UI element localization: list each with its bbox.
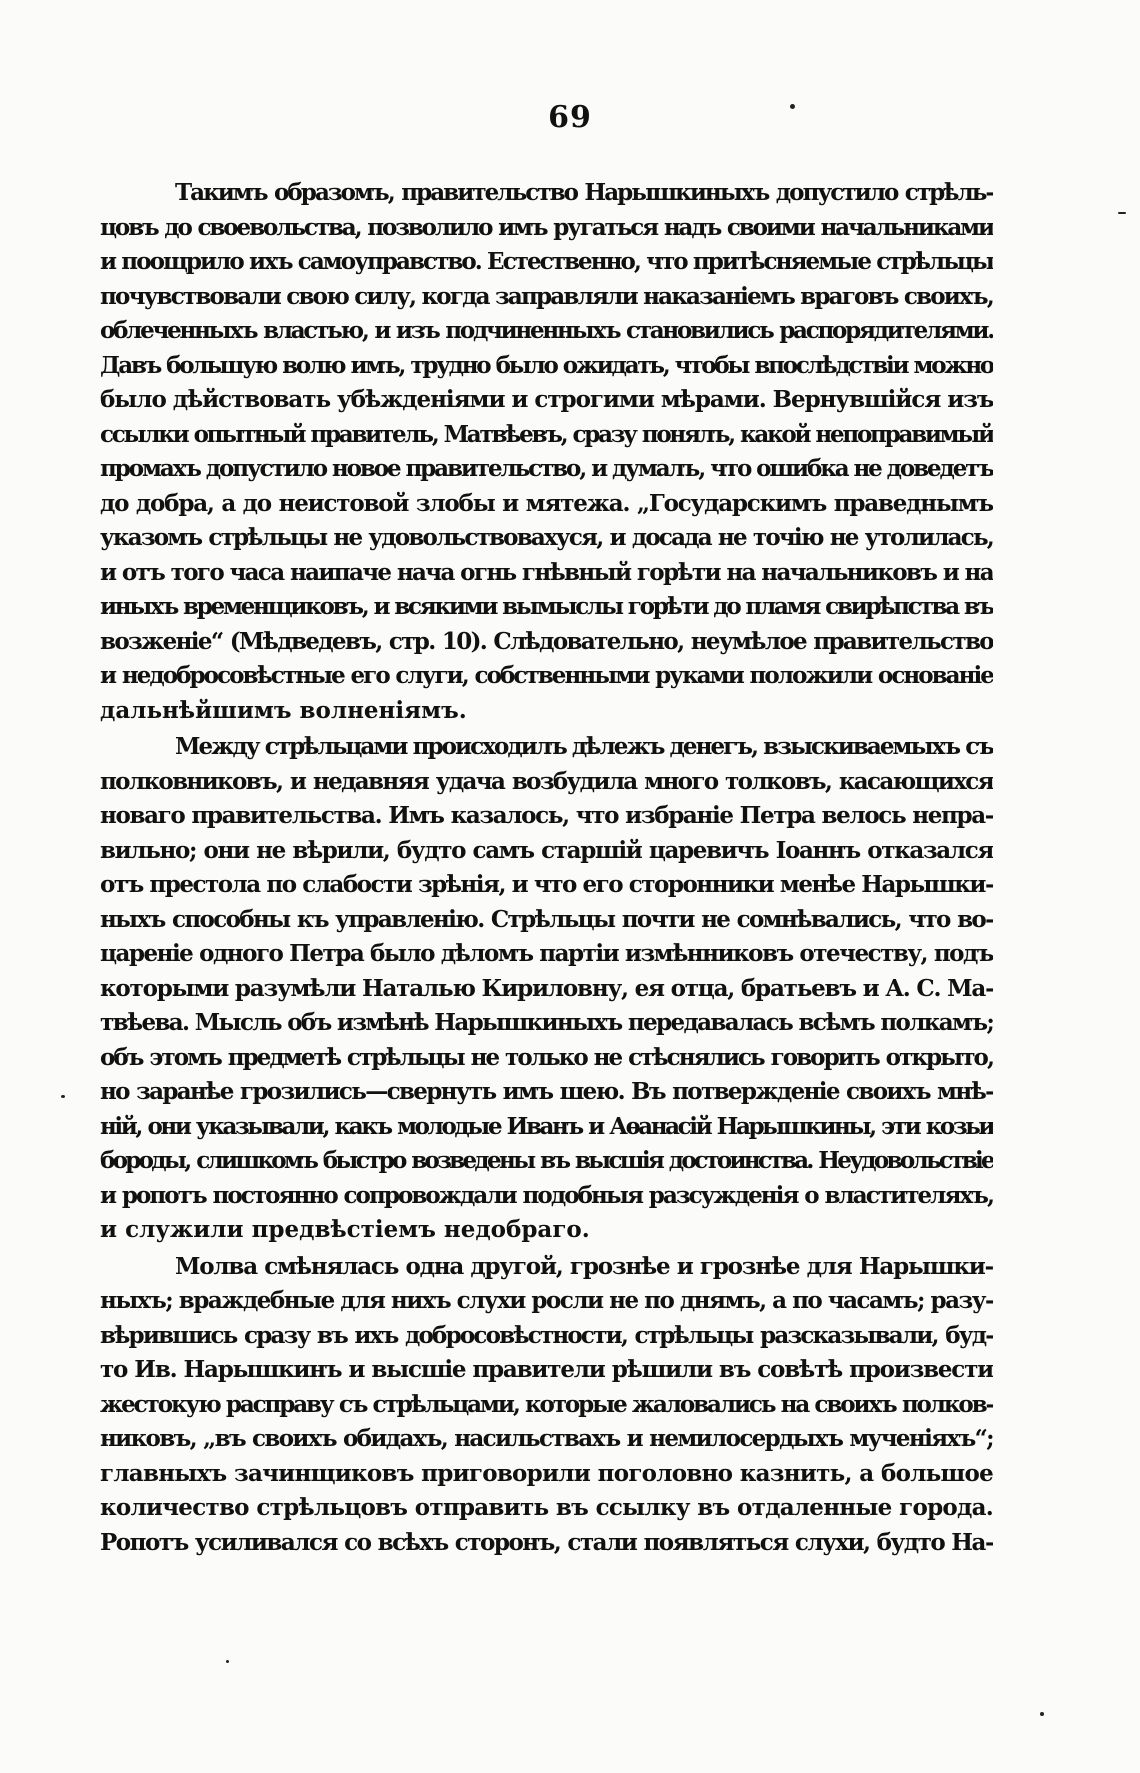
body-text xyxy=(100,176,993,1560)
page-number: 69 xyxy=(548,100,592,135)
text-line: Молва смѣнялась одна другой, грознѣе и грознѣе для Нарышки- xyxy=(175,1252,993,1280)
paragraph-1 xyxy=(100,176,993,728)
text-line: твѣева. Мысль объ измѣнѣ Нарышкиныхъ передавалась всѣмъ полкамъ; xyxy=(100,1009,993,1036)
text-line: полковниковъ, и недавняя удача возбудила много толковъ, касающихся xyxy=(100,767,993,795)
text-line: главныхъ зачинщиковъ приговорили поголовно казнить, а большое xyxy=(100,1459,993,1487)
text-line: и служили предвѣстіемъ недобраго. xyxy=(100,1216,590,1243)
text-line: цареніе одного Петра было дѣломъ партіи измѣнниковъ отечеству, подъ xyxy=(100,940,993,967)
ink-speck xyxy=(1118,212,1126,214)
text-line: ссылки опытный правитель, Матвѣевъ, сразу понялъ, какой непоправимый xyxy=(100,420,993,448)
text-line: ныхъ способны къ управленію. Стрѣльцы почти не сомнѣвались, что во- xyxy=(100,905,993,933)
text-line: вѣрившись сразу въ ихъ добросовѣстности, стрѣльцы разсказывали, буд- xyxy=(100,1321,993,1349)
paragraph-2 xyxy=(100,730,993,1248)
text-line: Между стрѣльцами происходилъ дѣлежъ денегъ, взыскиваемыхъ съ xyxy=(175,733,993,760)
text-line: до добра, а до неистовой злобы и мятежа. „Государскимъ праведнымъ xyxy=(100,489,993,517)
text-line: жестокую расправу съ стрѣльцами, которые жаловались на своихъ полков- xyxy=(100,1390,993,1418)
text-line: и поощрило ихъ самоуправство. Естественно, что притѣсняемые стрѣльцы xyxy=(100,248,993,275)
text-line: ній, они указывали, какъ молодые Иванъ и Аѳанасій Нарышкины, эти козьи xyxy=(100,1112,993,1140)
text-line: то Ив. Нарышкинъ и высшіе правители рѣшили въ совѣтѣ произвести xyxy=(100,1356,993,1383)
text-line: цовъ до своевольства, позволило имъ ругаться надъ своими начальниками xyxy=(100,213,993,241)
ink-speck xyxy=(226,1660,229,1663)
text-line: отъ престола по слабости зрѣнія, и что его сторонники менѣе Нарышки- xyxy=(100,871,993,898)
ink-speck xyxy=(61,1095,65,1098)
text-line: и отъ того часа наипаче нача огнь гнѣвный горѣти на начальниковъ и на xyxy=(100,558,993,586)
text-line: и ропотъ постоянно сопровождали подобныя разсужденія о властителяхъ, xyxy=(100,1181,993,1209)
text-line: дальнѣйшимъ волненіямъ. xyxy=(100,696,467,724)
text-line: вильно; они не вѣрили, будто самъ старшій царевичъ Іоаннъ отказался xyxy=(100,836,993,864)
text-line: возженіе“ (Мѣдведевъ, стр. 10). Слѣдовательно, неумѣлое правительство xyxy=(100,627,993,655)
text-line: указомъ стрѣльцы не удовольствовахуся, и досада не точію не утолилась, xyxy=(100,524,993,551)
ink-speck xyxy=(1040,1712,1044,1716)
text-line: и недобросовѣстные его слуги, собственными руками положили основаніе xyxy=(100,662,993,689)
text-line: объ этомъ предметѣ стрѣльцы не только не стѣснялись говорить открыто, xyxy=(100,1043,993,1071)
text-line: которыми разумѣли Наталью Кириловну, ея отца, братьевъ и А. С. Ма- xyxy=(100,974,993,1002)
text-line: было дѣйствовать убѣжденіями и строгими мѣрами. Вернувшійся изъ xyxy=(100,386,993,413)
text-line: Такимъ образомъ, правительство Нарышкиныхъ допустило стрѣль- xyxy=(175,179,993,206)
text-line: новаго правительства. Имъ казалось, что избраніе Петра велось непра- xyxy=(100,802,993,829)
text-line: Ропотъ усиливался со всѣхъ сторонъ, стали появляться слухи, будто На- xyxy=(100,1528,993,1556)
text-line: но заранѣе грозились—свернуть имъ шею. Въ потвержденіе своихъ мнѣ- xyxy=(100,1078,993,1105)
text-line: количество стрѣльцовъ отправить въ ссылку въ отдаленные города. xyxy=(100,1494,993,1521)
text-line: облеченныхъ властью, и изъ подчиненныхъ становились распорядителями. xyxy=(100,317,993,344)
text-line: никовъ, „въ своихъ обидахъ, насильствахъ и немилосердыхъ мученіяхъ“; xyxy=(100,1425,993,1452)
text-line: иныхъ временщиковъ, и всякими вымыслы горѣти до пламя свирѣпства въ xyxy=(100,593,993,620)
text-line: промахъ допустило новое правительство, и думалъ, что ошибка не доведетъ xyxy=(100,455,993,482)
text-line: Давъ большую волю имъ, трудно было ожидать, чтобы впослѣдствіи можно xyxy=(100,351,993,379)
ink-speck xyxy=(790,104,795,109)
text-line: почувствовали свою силу, когда заправляли наказаніемъ враговъ своихъ, xyxy=(100,282,993,310)
paragraph-3 xyxy=(100,1250,993,1561)
text-line: бороды, слишкомъ быстро возведены въ высшія достоинства. Неудовольствіе xyxy=(100,1147,993,1174)
text-line: ныхъ; враждебные для нихъ слухи росли не по днямъ, а по часамъ; разу- xyxy=(100,1287,993,1314)
